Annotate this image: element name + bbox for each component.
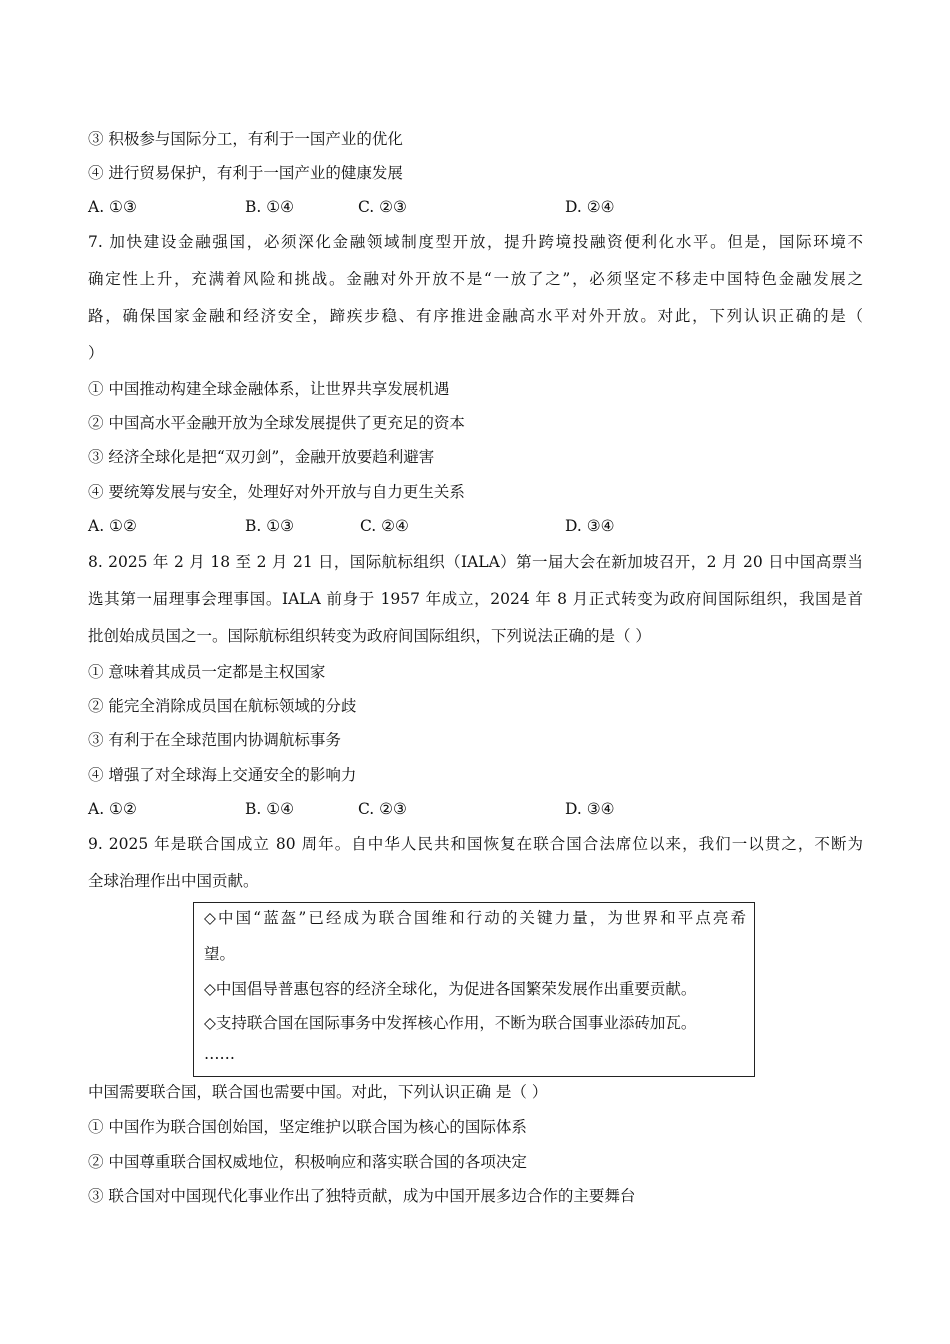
q8-stem-line-3: 批创始成员国之一。国际航标组织转变为政府间国际组织，下列说法正确的是（ ） [88,627,651,645]
q7-stem-line-4: ） [88,344,104,362]
q6-option-d[interactable]: D. ②④ [565,198,615,216]
q8-statement-3: ③ 有利于在全球范围内协调航标事务 [88,731,341,749]
q9-statement-2: ② 中国尊重联合国权威地位，积极响应和落实联合国的各项决定 [88,1153,527,1171]
q8-statement-1: ① 意味着其成员一定都是主权国家 [88,663,326,681]
q9-statement-3: ③ 联合国对中国现代化事业作出了独特贡献，成为中国开展多边合作的主要舞台 [88,1187,636,1205]
q7-statement-2: ② 中国高水平金融开放为全球发展提供了更充足的资本 [88,414,465,432]
q9-stem-line-2: 全球治理作出中国贡献。 [88,872,259,890]
q7-stem-line-2: 确定性上升，充满着风险和挑战。金融对外开放不是“一放了之”，必须坚定不移走中国特色金融发展之 [88,270,863,288]
q9-question-prompt: 中国需要联合国，联合国也需要中国。对此，下列认识正确 是（ ） [88,1083,548,1101]
q7-option-c[interactable]: C. ②④ [360,517,409,535]
q8-option-d[interactable]: D. ③④ [565,800,615,818]
q8-stem-line-1: 8. 2025 年 2 月 18 至 2 月 21 日，国际航标组织（IALA）第一届大会在新加坡召开，2 月 20 日中国高票当 [88,553,863,571]
q7-statement-1: ① 中国推动构建全球金融体系，让世界共享发展机遇 [88,380,450,398]
q9-stem-line-1: 9. 2025 年是联合国成立 80 周年。自中华人民共和国恢复在联合国合法席位以来，我们一以贯之，不断为 [88,835,863,853]
q7-statement-3: ③ 经济全球化是把“双刃剑”，金融开放要趋利避害 [88,448,435,466]
q6-option-b[interactable]: B. ①④ [245,198,295,216]
q8-statement-2: ② 能完全消除成员国在航标领域的分歧 [88,697,357,715]
q7-statement-4: ④ 要统筹发展与安全，处理好对外开放与自力更生关系 [88,483,465,501]
q7-option-b[interactable]: B. ①③ [245,517,295,535]
q8-option-a[interactable]: A. ①② [88,800,137,818]
q9-box-line-2: 望。 [204,945,236,963]
q8-option-b[interactable]: B. ①④ [245,800,295,818]
q7-option-d[interactable]: D. ③④ [565,517,615,535]
q6-statement-4: ④ 进行贸易保护，有利于一国产业的健康发展 [88,164,403,182]
q9-statement-1: ① 中国作为联合国创始国，坚定维护以联合国为核心的国际体系 [88,1118,527,1136]
q6-statement-3: ③ 积极参与国际分工，有利于一国产业的优化 [88,130,403,148]
q6-option-a[interactable]: A. ①③ [88,198,137,216]
q9-box-line-4: ◇支持联合国在国际事务中发挥核心作用，不断为联合国事业添砖加瓦。 [204,1014,697,1032]
q8-stem-line-2: 选其第一届理事会理事国。IALA 前身于 1957 年成立，2024 年 8 月正式转变为政府间国际组织，我国是首 [88,590,863,608]
q9-material-box [193,902,755,1077]
q9-box-line-1: ◇中国“蓝盔”已经成为联合国维和行动的关键力量，为世界和平点亮希 [204,909,746,927]
q9-box-line-5: …… [204,1045,235,1063]
q8-statement-4: ④ 增强了对全球海上交通安全的影响力 [88,766,357,784]
q8-option-c[interactable]: C. ②③ [358,800,407,818]
q7-stem-line-1: 7. 加快建设金融强国，必须深化金融领域制度型开放，提升跨境投融资便利化水平。但是，国际环境不 [88,233,863,251]
q9-box-line-3: ◇中国倡导普惠包容的经济全球化，为促进各国繁荣发展作出重要贡献。 [204,980,697,998]
q7-option-a[interactable]: A. ①② [88,517,137,535]
q6-option-c[interactable]: C. ②③ [358,198,407,216]
q7-stem-line-3: 路，确保国家金融和经济安全，蹄疾步稳、有序推进金融高水平对外开放。对此，下列认识正确的是（ [88,307,863,325]
